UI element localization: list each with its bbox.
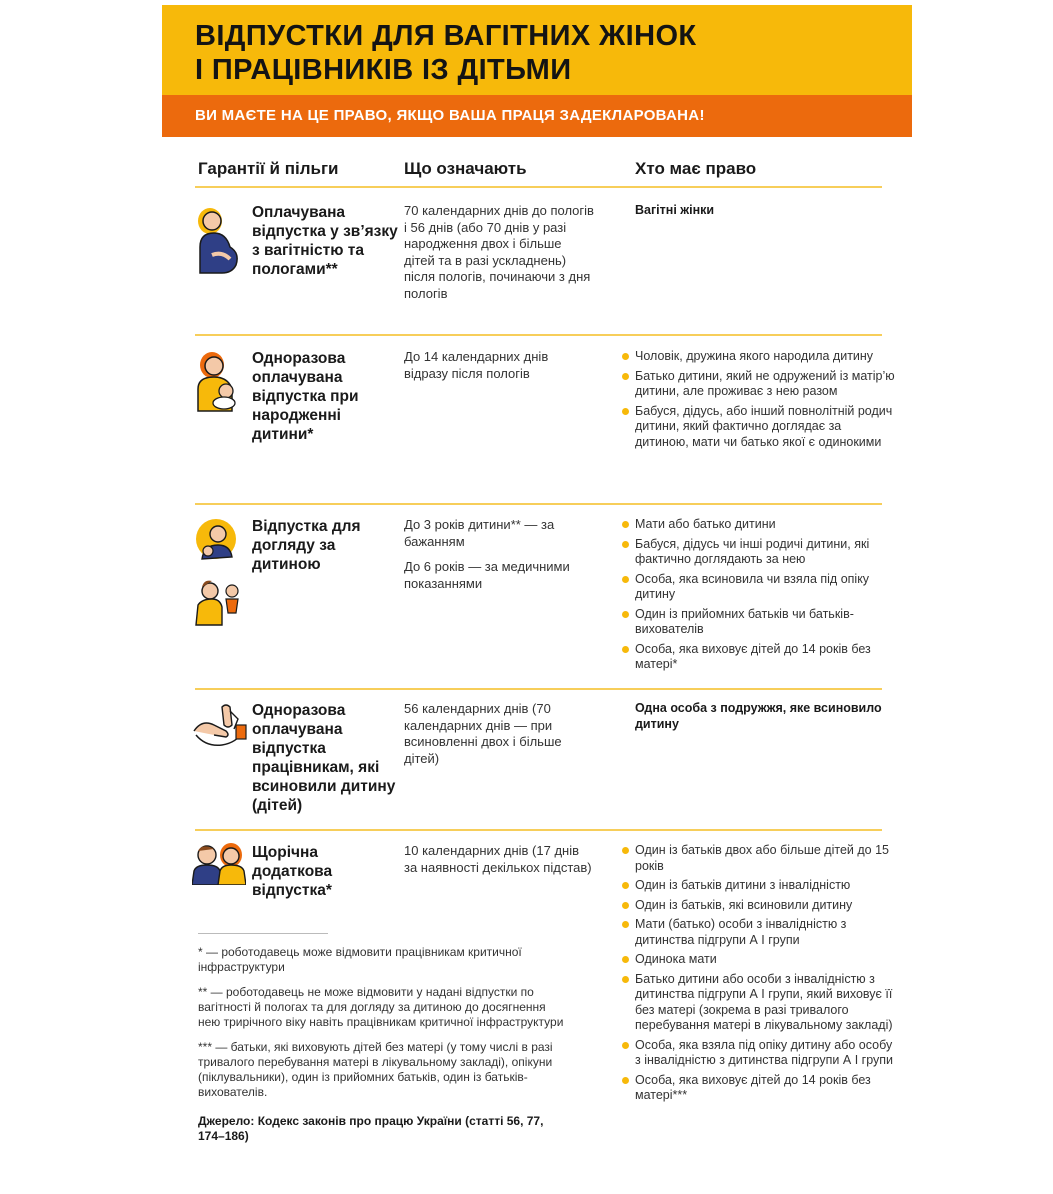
pregnant-woman-icon — [192, 203, 244, 280]
eligible-item: Одна особа з подружжя, яке всиновило дитину — [635, 701, 882, 731]
footnotes — [198, 945, 568, 1154]
eligible-item: Вагітні жінки — [635, 203, 715, 217]
benefit-meaning — [404, 517, 594, 601]
meaning-text: До 14 календарних днів відразу після пологів — [404, 349, 549, 381]
eligible-list — [635, 349, 895, 454]
eligible-list — [635, 517, 895, 677]
divider — [195, 688, 882, 690]
benefit-name: Відпустка для догляду за дитиною — [252, 518, 361, 573]
footnote-rule — [198, 933, 328, 934]
eligible-list — [635, 701, 895, 732]
title-banner — [162, 5, 912, 95]
list-item: Один із батьків дитини з інвалідністю — [635, 878, 895, 894]
benefit-meaning — [404, 843, 594, 885]
list-item: Особа, яка взяла під опіку дитину або особу з інвалідністю з дитинства підгрупи А I групи — [635, 1037, 894, 1067]
meaning-text: 70 календарних днів до пологів і 56 днів (або 70 днів у разі народження двох і більше дітей та в разі ускладнень) після пологів, починаючи з дня пологів — [404, 203, 594, 301]
column-header-benefits: Гарантії й пільги — [198, 159, 339, 178]
divider — [195, 186, 882, 188]
benefit-meaning — [404, 349, 594, 391]
meaning-text: До 6 років — за медичними показаннями — [404, 559, 570, 591]
footnote: *** — батьки, які виховують дітей без матері (у тому числі в разі тривалого перебування матері в лікувальному закладі), опікуни (піклувальники), один із прийомних батьків, один із батьків-вихователів. — [198, 1040, 553, 1099]
meaning-text: 10 календарних днів (17 днів за наявності декількох підстав) — [404, 843, 592, 875]
mother-with-newborn-icon — [192, 349, 244, 418]
footnote: ** — роботодавець не може відмовити у надані відпустки по вагітності й пологах та для догляду за дитиною до досягнення нею трирічного віку навіть працівникам критичної інфраструктури — [198, 985, 564, 1029]
divider — [195, 334, 882, 336]
list-item: Чоловік, дружина якого народила дитину — [635, 349, 895, 365]
benefit-meaning — [404, 203, 594, 311]
page-title: ВІДПУСТКИ ДЛЯ ВАГІТНИХ ЖІНОК І ПРАЦІВНИКІВ ІЗ ДІТЬМИ — [195, 20, 697, 86]
childcare-parents-icon — [192, 517, 248, 632]
caring-hands-icon — [192, 701, 248, 756]
column-header-eligible: Хто має право — [635, 159, 757, 178]
list-item: Одинока мати — [635, 952, 895, 968]
benefit-name: Одноразова оплачувана відпустка працівникам, які всиновили дитину (дітей) — [252, 702, 396, 814]
family-couple-icon — [192, 843, 246, 890]
list-item: Мати (батько) особи з інвалідністю з дитинства підгрупи А I групи — [635, 917, 895, 948]
list-item: Бабуся, дідусь, або інший повнолітній родич дитини, який фактично доглядає за дитиною, мати чи батько якої є одинокими — [635, 404, 895, 451]
footnote: * — роботодавець може відмовити працівникам критичної інфраструктури — [198, 945, 522, 974]
list-item: Батько дитини або особи з інвалідністю з дитинства підгрупи А I групи, який виховує її без матері (зокрема в разі тривалого перебування матері в лікувальному закладі) — [635, 972, 895, 1034]
column-header-meaning: Що означають — [404, 159, 527, 178]
list-item: Особа, яка виховує дітей до 14 років без матері*** — [635, 1073, 895, 1104]
list-item: Бабуся, дідусь чи інші родичі дитини, які фактично доглядають за нею — [635, 537, 895, 568]
benefit-name: Щорічна додаткова відпустка* — [252, 844, 333, 899]
list-item: Особа, яка всиновила чи взяла під опіку дитину — [635, 572, 895, 603]
subtitle-banner — [162, 95, 912, 137]
divider — [195, 829, 882, 831]
list-item: Батько дитини, який не одружений із матір’ю дитини, але проживає з нею разом — [635, 368, 895, 398]
meaning-text: 56 календарних днів (70 календарних днів — при всиновленні двох і більше дітей) — [404, 701, 562, 766]
meaning-text: До 3 років дитини** — за бажанням — [404, 517, 555, 549]
infographic-card — [162, 5, 912, 1190]
eligible-list — [635, 203, 895, 219]
benefit-meaning — [404, 701, 594, 776]
list-item: Особа, яка виховує дітей до 14 років без матері* — [635, 642, 895, 673]
list-item: Мати або батько дитини — [635, 517, 895, 533]
list-item: Один із батьків, які всиновили дитину — [635, 898, 895, 914]
benefit-name: Одноразова оплачувана відпустка при народженні дитини* — [252, 350, 359, 443]
eligible-list — [635, 843, 895, 1108]
benefit-name: Оплачувана відпустка у зв’язку з вагітністю та пологами** — [252, 204, 398, 278]
list-item: Один із батьків двох або більше дітей до 15 років — [635, 843, 895, 874]
divider — [195, 503, 882, 505]
page-subtitle: ВИ МАЄТЕ НА ЦЕ ПРАВО, ЯКЩО ВАША ПРАЦЯ ЗАДЕКЛАРОВАНА! — [195, 107, 705, 124]
source-citation: Джерело: Кодекс законів про працю України (статті 56, 77, 174–186) — [198, 1114, 544, 1143]
list-item: Один із прийомних батьків чи батьків-вихователів — [635, 607, 895, 638]
